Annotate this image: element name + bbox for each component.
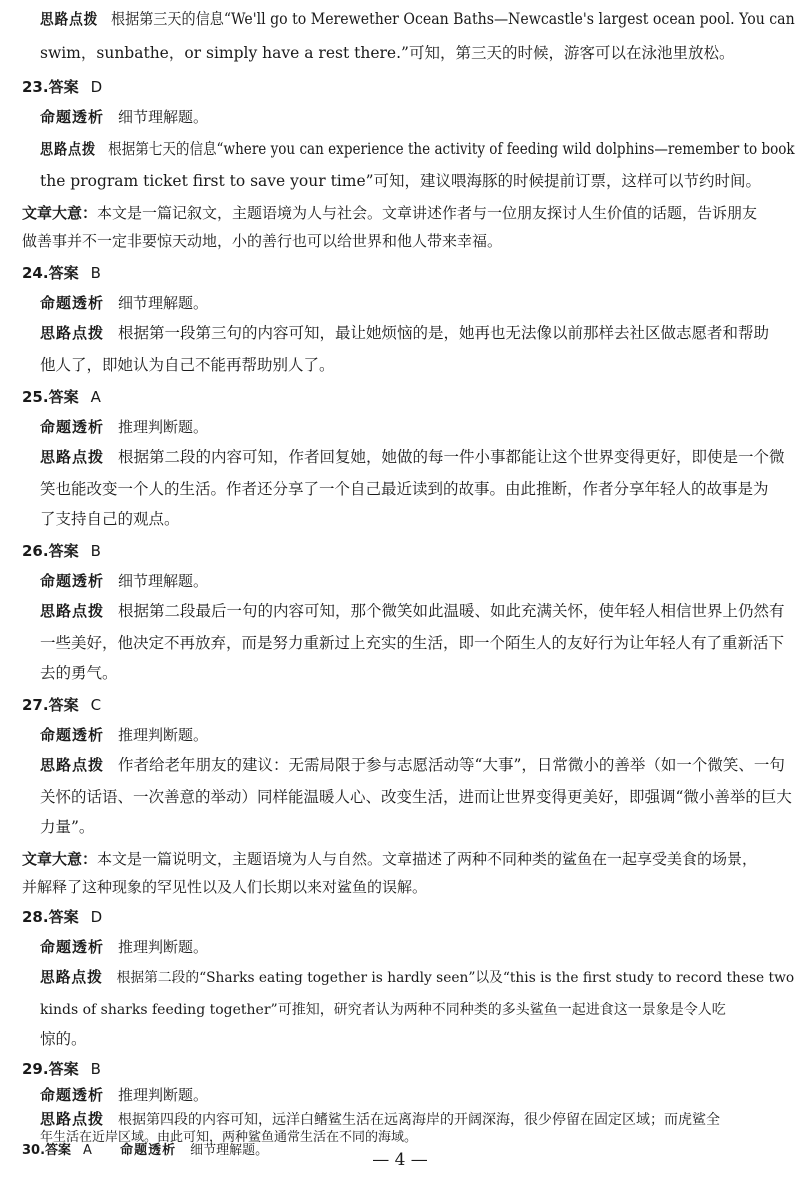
answer-letter: B (90, 1060, 101, 1078)
type-text: 细节理解题。 (118, 108, 209, 126)
analysis-line (40, 138, 795, 160)
analysis-text: 了支持自己的观点。 (40, 510, 180, 528)
type-text: 推理判断题。 (118, 418, 209, 436)
analysis-line (40, 170, 761, 192)
question-number: 29. (22, 1060, 49, 1078)
answer-line-23 (22, 76, 102, 98)
analysis-text: 年生活在近岸区域。由此可知，两种鲨鱼通常生活在不同的海域。 (40, 1130, 418, 1145)
type-text: 推理判断题。 (118, 726, 209, 744)
answer-label: 答案 (48, 1060, 79, 1078)
analysis-text: 根据第七天的信息“where you can experience the activity of feeding wild dolphins—remember to book (108, 140, 795, 158)
analysis-line (40, 966, 794, 989)
analysis-text: 惊的。 (40, 1030, 87, 1048)
answer-line-28 (22, 906, 102, 928)
summary-line (22, 230, 502, 252)
answer-letter: D (90, 908, 103, 926)
analysis-line (40, 600, 785, 622)
type-line (40, 1084, 208, 1106)
type-text: 推理判断题。 (118, 1086, 209, 1104)
answer-letter: A (90, 388, 101, 406)
analysis-text: kinds of sharks feeding together”可推知，研究者认为两种不同种类的多头鲨鱼一起进食这一景象是令人吃 (40, 1002, 726, 1018)
answer-line-26 (22, 540, 101, 562)
analysis-text: 根据第四段的内容可知，远洋白鳍鲨生活在远离海岸的开阔深海，很少停留在固定区域；而虎鲨全 (118, 1112, 721, 1128)
type-label: 命题透析 (120, 1143, 177, 1158)
answer-label: 答案 (45, 1143, 72, 1158)
summary-text: 做善事并不一定非要惊天动地，小的善行也可以给世界和他人带来幸福。 (22, 232, 503, 250)
analysis-text: 根据第三天的信息“We'll go to Merewether Ocean Baths—Newcastle's largest ocean pool. You can (110, 10, 795, 28)
question-number: 26. (22, 542, 49, 560)
type-label: 命题透析 (40, 572, 105, 590)
type-label: 命题透析 (40, 294, 105, 312)
analysis-line (40, 354, 335, 376)
type-label: 命题透析 (40, 108, 105, 126)
question-number: 28. (22, 908, 49, 926)
analysis-line (40, 446, 785, 468)
analysis-text: 关怀的话语、一次善意的举动）同样能温暖人心、改变生活，进而让世界变得更美好，即强调“微小善举的巨大 (40, 788, 792, 806)
answer-letter: A (83, 1143, 92, 1158)
analysis-text: the program ticket first to save your time”可知，建议喂海豚的时候提前订票，这样可以节约时间。 (40, 172, 762, 190)
summary-text: 本文是一篇说明文，主题语境为人与自然。文章描述了两种不同种类的鲨鱼在一起享受美食的场景， (97, 850, 758, 868)
analysis-text: 根据第二段的“Sharks eating together is hardly seen”以及“this is the first study to record these two (116, 970, 795, 986)
summary-label: 文章大意： (22, 850, 98, 868)
answer-line-24 (22, 262, 101, 284)
answer-line-25 (22, 386, 101, 408)
analysis-text: 去的勇气。 (40, 664, 118, 682)
analysis-line (40, 754, 785, 776)
analysis-label: 思路点拨 (40, 324, 105, 342)
type-line (40, 936, 208, 958)
question-number: 25. (22, 388, 49, 406)
analysis-text: 根据第一段第三句的内容可知，最让她烦恼的是，她再也无法像以前那样去社区做志愿者和帮助 (118, 324, 770, 342)
type-label: 命题透析 (40, 418, 105, 436)
type-label: 命题透析 (40, 726, 105, 744)
answer-line-27 (22, 694, 101, 716)
analysis-text: 根据第二段的内容可知，作者回复她，她做的每一件小事都能让这个世界变得更好，即使是一个微 (118, 448, 785, 466)
summary-label: 文章大意： (22, 204, 98, 222)
answer-line-29 (22, 1058, 101, 1080)
type-line (40, 292, 208, 314)
summary-line (22, 202, 757, 224)
analysis-line (40, 478, 769, 500)
summary-line (22, 876, 427, 898)
analysis-label: 思路点拨 (40, 1110, 105, 1128)
analysis-label: 思路点拨 (40, 10, 99, 28)
answer-label: 答案 (48, 908, 79, 926)
answer-label: 答案 (48, 264, 79, 282)
answer-label: 答案 (48, 696, 79, 714)
answer-letter: C (90, 696, 102, 714)
type-line (40, 724, 208, 746)
analysis-text: 根据第二段最后一句的内容可知，那个微笑如此温暖、如此充满关怀，使年轻人相信世界上仍然有 (118, 602, 785, 620)
analysis-label: 思路点拨 (40, 968, 103, 986)
analysis-label: 思路点拨 (40, 756, 105, 774)
type-text: 细节理解题。 (118, 572, 209, 590)
analysis-line (40, 998, 726, 1021)
analysis-text: 力量”。 (40, 818, 95, 836)
type-line (40, 106, 208, 128)
analysis-text: 笑也能改变一个人的生活。作者还分享了一个自己最近读到的故事。由此推断，作者分享年轻人的故事是为 (40, 480, 769, 498)
type-line (40, 570, 208, 592)
page-number: — 4 — (372, 1150, 428, 1170)
question-number: 30. (22, 1143, 46, 1158)
type-text: 细节理解题。 (190, 1143, 269, 1158)
analysis-text: 他人了，即她认为自己不能再帮助别人了。 (40, 356, 335, 374)
summary-text: 并解释了这种现象的罕见性以及人们长期以来对鲨鱼的误解。 (22, 878, 428, 896)
type-text: 细节理解题。 (118, 294, 209, 312)
answer-label: 答案 (48, 542, 79, 560)
analysis-line (40, 816, 94, 838)
question-number: 27. (22, 696, 49, 714)
type-label: 命题透析 (40, 938, 105, 956)
summary-text: 本文是一篇记叙文，主题语境为人与社会。文章讲述作者与一位朋友探讨人生价值的话题，告诉朋友 (97, 204, 758, 222)
analysis-text: 作者给老年朋友的建议：无需局限于参与志愿活动等“大事”，日常微小的善举（如一个微笑、一句 (118, 756, 785, 774)
answer-letter: B (90, 264, 101, 282)
type-text: 推理判断题。 (118, 938, 209, 956)
analysis-line (40, 42, 734, 64)
analysis-line (40, 322, 769, 344)
answer-letter: B (90, 542, 101, 560)
analysis-label: 思路点拨 (40, 448, 105, 466)
type-line (40, 416, 208, 438)
type-label: 命题透析 (40, 1086, 105, 1104)
analysis-line (40, 662, 118, 684)
summary-line (22, 848, 757, 870)
analysis-line (40, 508, 180, 530)
analysis-line (40, 786, 792, 808)
analysis-line (40, 8, 795, 30)
question-number: 24. (22, 264, 49, 282)
analysis-text: swim，sunbathe，or simply have a rest there.”可知，第三天的时候，游客可以在泳池里放松。 (40, 44, 735, 62)
analysis-label: 思路点拨 (40, 602, 105, 620)
answer-label: 答案 (48, 78, 79, 96)
analysis-line (40, 632, 784, 654)
analysis-label: 思路点拨 (40, 140, 96, 158)
answer-label: 答案 (48, 388, 79, 406)
question-number: 23. (22, 78, 49, 96)
analysis-line (40, 1028, 87, 1050)
answer-letter: D (90, 78, 103, 96)
analysis-text: 一些美好，他决定不再放弃，而是努力重新过上充实的生活，即一个陌生人的友好行为让年轻人有了重新活下 (40, 634, 785, 652)
